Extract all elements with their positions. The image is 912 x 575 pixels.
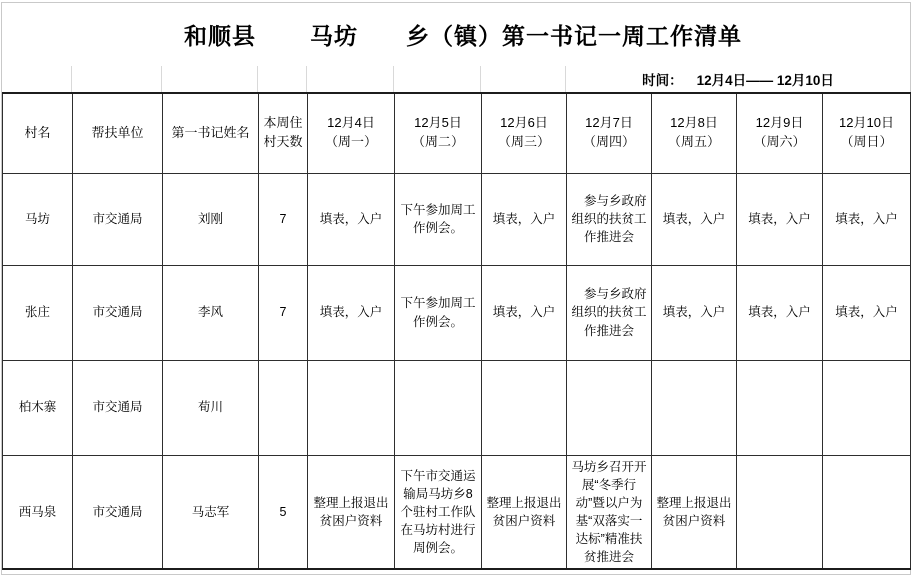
cell-days: 7: [259, 173, 308, 265]
table-row: [3, 265, 911, 360]
cell-village: 西马泉: [3, 455, 73, 569]
cell-village: 柏木寨: [3, 360, 73, 455]
header-days: 本周住村天数: [259, 93, 308, 173]
cell-dec5: 下午参加周工作例会。: [395, 265, 482, 360]
header-secretary: 第一书记姓名: [163, 93, 259, 173]
cell-dec10: 填表，入户: [823, 173, 911, 265]
cell-village: 张庄: [3, 265, 73, 360]
cell-dec9: [737, 360, 823, 455]
date-text: 12月4日: [327, 115, 375, 131]
cell-dec6: 填表，入户: [482, 173, 567, 265]
cell-dec4: [308, 360, 395, 455]
cell-secretary: 李风: [163, 265, 259, 360]
cell-dec9: [737, 455, 823, 569]
cell-dec6: [482, 360, 567, 455]
cell-dec10: 填表，入户: [823, 265, 911, 360]
cell-secretary: 刘刚: [163, 173, 259, 265]
partial-next-row: [2, 570, 910, 574]
time-value: 12月4日—— 12月10日: [696, 73, 834, 88]
week-text: （周四）: [582, 134, 635, 150]
header-date-dec7: [567, 93, 652, 173]
week-text: （周五）: [667, 134, 720, 150]
time-row-cell: [394, 66, 481, 92]
header-date-dec10: [823, 93, 911, 173]
table-row: [3, 455, 911, 569]
cell-dec4: 填表，入户: [308, 265, 395, 360]
cell-dec4: 填表，入户: [308, 173, 395, 265]
title-suffix: 乡（镇）第一书记一周工作清单: [406, 23, 742, 49]
time-label: 时间：: [642, 73, 683, 88]
cell-unit: 市交通局: [73, 173, 163, 265]
cell-unit: 市交通局: [73, 265, 163, 360]
header-village: 村名: [3, 93, 73, 173]
week-text: （周六）: [753, 134, 806, 150]
cell-dec6: 填表，入户: [482, 265, 567, 360]
cell-unit: 市交通局: [73, 455, 163, 569]
time-row-cell: [481, 66, 566, 92]
week-text: （周一）: [324, 134, 377, 150]
cell-dec8: 整理上报退出贫困户资料: [652, 455, 737, 569]
date-text: 12月8日: [670, 115, 718, 131]
cell-days: 5: [259, 455, 308, 569]
page-title: [2, 3, 910, 66]
cell-dec6: 整理上报退出贫困户资料: [482, 455, 567, 569]
date-text: 12月7日: [585, 115, 633, 131]
time-row-cell: [2, 66, 72, 92]
worksheet: [1, 2, 911, 575]
cell-secretary: 荀川: [163, 360, 259, 455]
cell-dec8: 填表，入户: [652, 265, 737, 360]
date-text: 12月6日: [500, 115, 548, 131]
title-county: 和顺县: [184, 23, 256, 49]
time-row-cell: [72, 66, 162, 92]
time-row-cell: [258, 66, 307, 92]
cell-dec9: 填表，入户: [737, 173, 823, 265]
header-date-dec4: [308, 93, 395, 173]
table-row: [3, 360, 911, 455]
header-date-dec9: [737, 93, 823, 173]
cell-dec7: 参与乡政府组织的扶贫工作推进会: [567, 173, 652, 265]
header-row: [3, 93, 911, 173]
header-unit: 帮扶单位: [73, 93, 163, 173]
cell-dec5: [395, 360, 482, 455]
week-text: （周二）: [411, 134, 464, 150]
cell-unit: 市交通局: [73, 360, 163, 455]
cell-days: 7: [259, 265, 308, 360]
cell-days: [259, 360, 308, 455]
time-range: [566, 66, 910, 92]
cell-dec7: 马坊乡召开开展“冬季行动”暨以户为基“双落实一达标”精准扶贫推进会: [567, 455, 652, 569]
title-township: 马坊: [310, 23, 358, 49]
table-row: [3, 173, 911, 265]
date-text: 12月10日: [839, 115, 894, 131]
work-table: [2, 92, 911, 570]
cell-dec7: 参与乡政府组织的扶贫工作推进会: [567, 265, 652, 360]
cell-dec4: 整理上报退出贫困户资料: [308, 455, 395, 569]
date-text: 12月9日: [755, 115, 804, 131]
cell-dec9: 填表，入户: [737, 265, 823, 360]
cell-dec8: 填表，入户: [652, 173, 737, 265]
cell-secretary: 马志军: [163, 455, 259, 569]
time-row-cell: [307, 66, 394, 92]
cell-dec7: [567, 360, 652, 455]
cell-dec5: 下午参加周工作例会。: [395, 173, 482, 265]
header-date-dec6: [482, 93, 567, 173]
date-text: 12月5日: [414, 115, 462, 131]
week-text: （周三）: [497, 134, 550, 150]
cell-dec10: [823, 455, 911, 569]
week-text: （周日）: [840, 134, 893, 150]
cell-village: 马坊: [3, 173, 73, 265]
header-date-dec5: [395, 93, 482, 173]
header-date-dec8: [652, 93, 737, 173]
time-row: [2, 66, 910, 92]
cell-dec8: [652, 360, 737, 455]
cell-dec10: [823, 360, 911, 455]
cell-dec5: 下午市交通运输局马坊乡8个驻村工作队在马坊村进行周例会。: [395, 455, 482, 569]
time-row-cell: [162, 66, 258, 92]
